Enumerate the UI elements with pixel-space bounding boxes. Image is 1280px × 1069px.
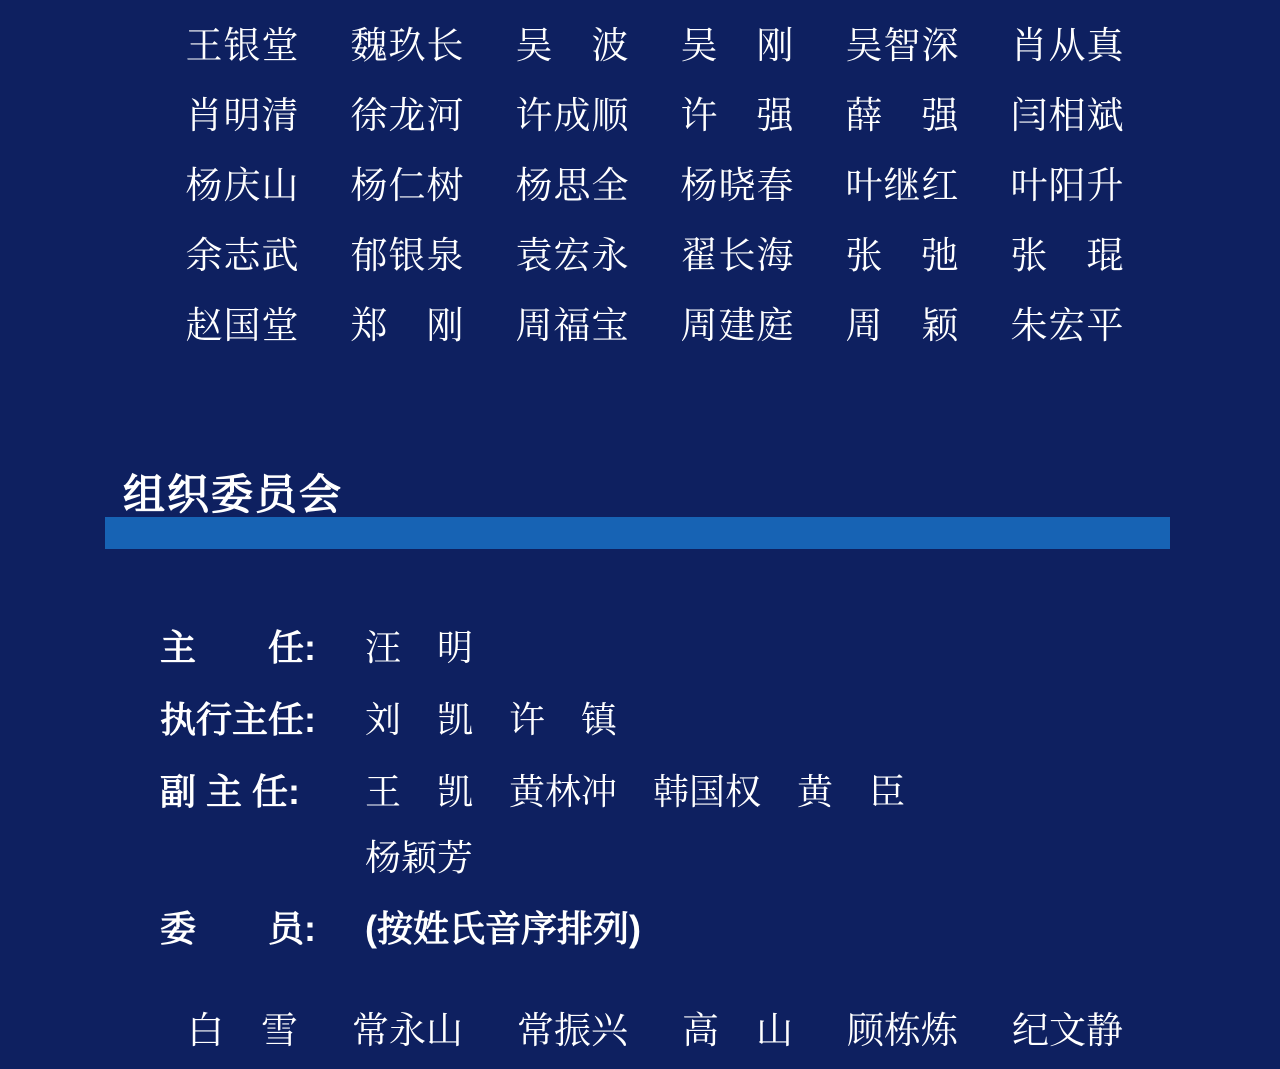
name-cell: 张 弛 (845, 234, 960, 276)
name-cell: 徐龙河 (350, 94, 465, 136)
role-row-executive-chair (160, 692, 1210, 743)
name-cell: 吴智深 (845, 24, 960, 66)
name-cell: 郁银泉 (350, 234, 465, 276)
name-cell: 郑 刚 (350, 304, 465, 346)
name-cell: 吴 波 (515, 24, 630, 66)
name-cell: 朱宏平 (1010, 304, 1125, 346)
role-label: 委 员: (160, 908, 316, 949)
name-cell: 肖明清 (185, 94, 300, 136)
name-cell: 闫相斌 (1010, 94, 1125, 136)
role-value: 汪 明 (365, 627, 474, 668)
role-row-vice-chair (160, 764, 1210, 815)
name-cell: 余志武 (185, 234, 300, 276)
role-value-continuation: 杨颖芳 (365, 837, 474, 878)
name-cell: 魏玖长 (350, 24, 465, 66)
academic-committee-name-grid (160, 10, 1150, 360)
name-cell: 张 琨 (1010, 234, 1125, 276)
name-cell: 周 颖 (845, 304, 960, 346)
role-label: 执行主任: (160, 699, 316, 740)
name-cell: 袁宏永 (515, 234, 630, 276)
name-cell: 常振兴 (517, 1009, 628, 1051)
role-value: (按姓氏音序排列) (365, 908, 641, 949)
name-cell: 杨庆山 (185, 164, 300, 206)
name-cell: 常永山 (352, 1009, 463, 1051)
name-cell: 翟长海 (680, 234, 795, 276)
name-cell: 肖从真 (1010, 24, 1125, 66)
section-title: 组织委员会 (123, 471, 344, 518)
role-row-members (160, 901, 1210, 952)
name-cell: 薛 强 (845, 94, 960, 136)
name-cell: 许 强 (680, 94, 795, 136)
organizing-committee-roles (160, 620, 1210, 973)
name-cell: 杨晓春 (680, 164, 795, 206)
name-cell: 杨仁树 (350, 164, 465, 206)
role-value: 刘 凯 许 镇 (365, 699, 618, 740)
section-header (105, 462, 1170, 552)
name-cell: 顾栋炼 (847, 1009, 958, 1051)
name-cell: 杨思全 (515, 164, 630, 206)
role-label: 主 任: (160, 627, 316, 668)
name-cell: 吴 刚 (680, 24, 795, 66)
name-cell: 纪文静 (1012, 1009, 1123, 1051)
name-cell: 白 雪 (187, 1009, 298, 1051)
name-cell: 叶继红 (845, 164, 960, 206)
organizing-committee-name-grid (160, 995, 1150, 1065)
name-cell: 叶阳升 (1010, 164, 1125, 206)
name-cell: 王银堂 (185, 24, 300, 66)
name-cell: 周福宝 (515, 304, 630, 346)
role-label: 副 主 任: (160, 771, 300, 812)
role-row-chair (160, 620, 1210, 671)
name-cell: 赵国堂 (185, 304, 300, 346)
role-value: 王 凯 黄林冲 韩国权 黄 臣 (365, 771, 906, 812)
name-cell: 许成顺 (515, 94, 630, 136)
name-cell: 周建庭 (680, 304, 795, 346)
name-cell: 高 山 (682, 1009, 793, 1051)
